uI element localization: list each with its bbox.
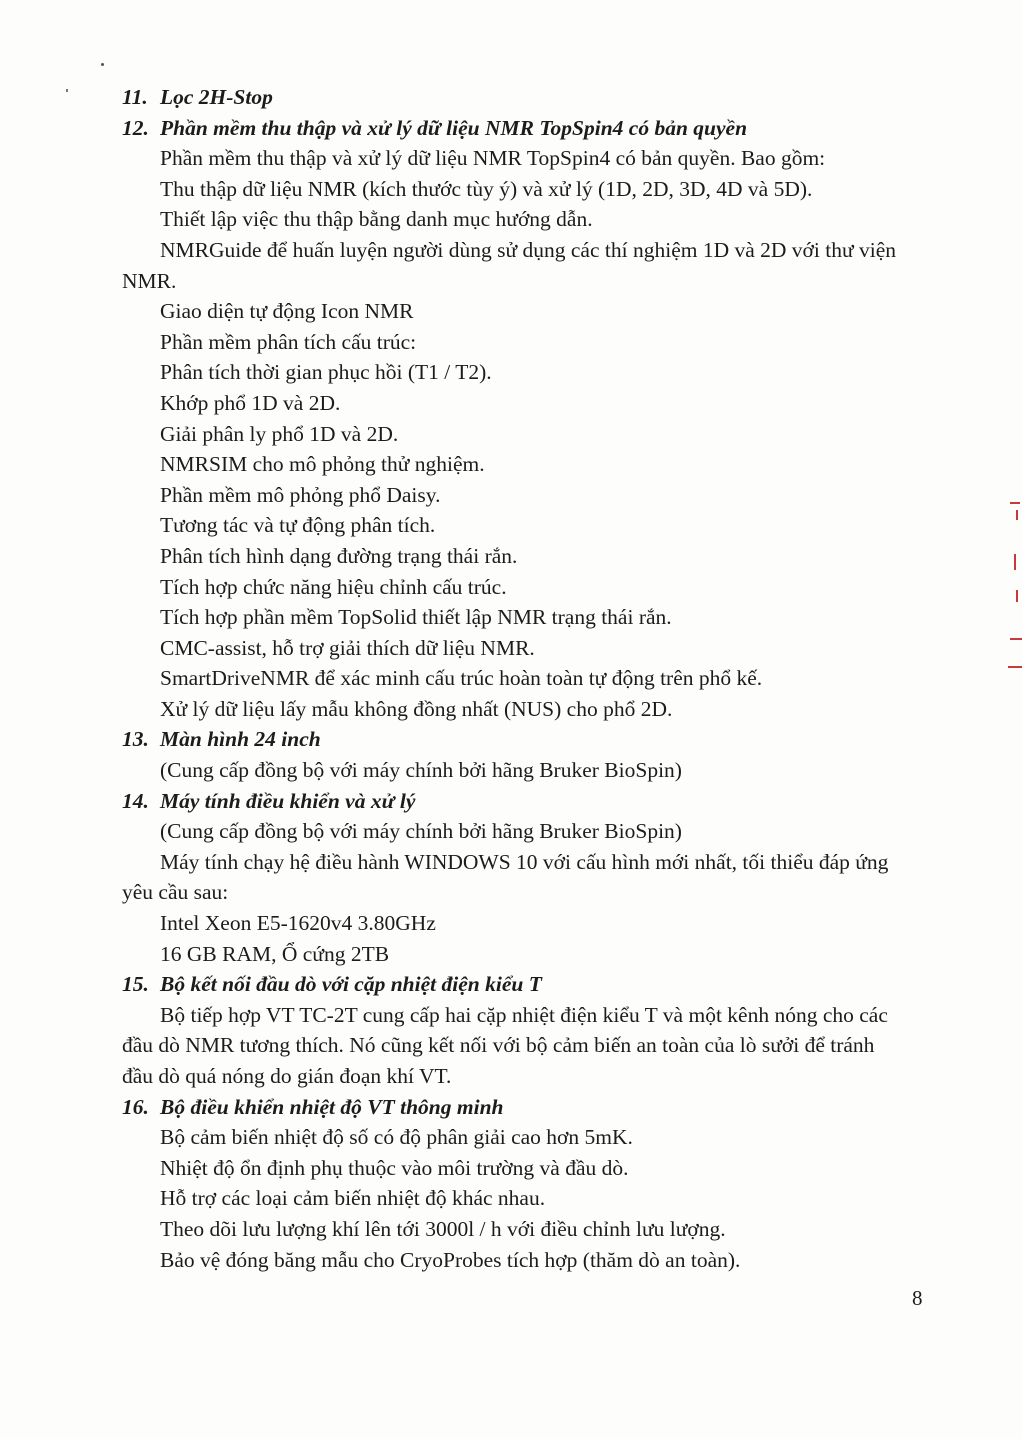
body-line: Tích hợp chức năng hiệu chỉnh cấu trúc. (160, 574, 507, 599)
document-body (122, 82, 932, 1275)
body-line: Bộ cảm biến nhiệt độ số có độ phân giải cao hơn 5mK. (160, 1125, 633, 1150)
scan-speck (66, 89, 68, 92)
body-line: Khớp phổ 1D và 2D. (160, 390, 341, 415)
section-heading: 15. Bộ kết nối đầu dò với cặp nhiệt điện kiểu T (122, 972, 542, 997)
body-line: Máy tính chạy hệ điều hành WINDOWS 10 với cấu hình mới nhất, tối thiểu đáp ứng (160, 849, 889, 874)
body-line: (Cung cấp đồng bộ với máy chính bởi hãng Bruker BioSpin) (160, 819, 682, 844)
body-line: CMC-assist, hỗ trợ giải thích dữ liệu NMR. (160, 635, 535, 660)
scan-speck (101, 63, 104, 66)
stamp-mark (1008, 666, 1022, 668)
body-line: Thiết lập việc thu thập bằng danh mục hướng dẫn. (160, 207, 593, 232)
section-heading: 13. Màn hình 24 inch (122, 727, 321, 752)
body-line: Phần mềm phân tích cấu trúc: (160, 329, 417, 354)
body-line: NMRGuide để huấn luyện người dùng sử dụng các thí nghiệm 1D và 2D với thư viện (160, 237, 897, 262)
body-line: Tương tác và tự động phân tích. (160, 513, 436, 538)
section-heading: 14. Máy tính điều khiển và xử lý (122, 788, 416, 813)
body-line: đầu dò NMR tương thích. Nó cũng kết nối với bộ cảm biến an toàn của lò sưởi để tránh (122, 1033, 875, 1058)
body-line: Phần mềm thu thập và xử lý dữ liệu NMR TopSpin4 có bản quyền. Bao gồm: (160, 146, 826, 171)
body-line: yêu cầu sau: (122, 880, 229, 905)
body-line: NMRSIM cho mô phỏng thử nghiệm. (160, 452, 485, 477)
body-line: Hỗ trợ các loại cảm biến nhiệt độ khác nhau. (160, 1186, 546, 1211)
body-line: Phân tích thời gian phục hồi (T1 / T2). (160, 360, 492, 385)
body-line: Tích hợp phần mềm TopSolid thiết lập NMR trạng thái rắn. (160, 605, 672, 630)
body-line: Bộ tiếp hợp VT TC-2T cung cấp hai cặp nhiệt điện kiểu T và một kênh nóng cho các (160, 1002, 888, 1027)
body-line: Xử lý dữ liệu lấy mẫu không đồng nhất (NUS) cho phổ 2D. (160, 696, 673, 721)
stamp-mark (1010, 502, 1020, 504)
margin-stamp-marks (1006, 490, 1022, 690)
body-line: Thu thập dữ liệu NMR (kích thước tùy ý) và xử lý (1D, 2D, 3D, 4D và 5D). (160, 176, 813, 201)
stamp-mark (1014, 554, 1016, 570)
body-line: (Cung cấp đồng bộ với máy chính bởi hãng Bruker BioSpin) (160, 758, 682, 783)
body-line: Giao diện tự động Icon NMR (160, 299, 414, 324)
body-line: Giải phân ly phổ 1D và 2D. (160, 421, 399, 446)
body-line: SmartDriveNMR để xác minh cấu trúc hoàn toàn tự động trên phổ kế. (160, 666, 763, 691)
body-line: Phần mềm mô phỏng phổ Daisy. (160, 482, 441, 507)
body-line: Theo dõi lưu lượng khí lên tới 3000l / h với điều chỉnh lưu lượng. (160, 1216, 726, 1241)
section-heading: 12. Phần mềm thu thập và xử lý dữ liệu NMR TopSpin4 có bản quyền (122, 115, 748, 140)
stamp-mark (1016, 510, 1018, 520)
stamp-mark (1010, 638, 1022, 640)
body-line: Bảo vệ đóng băng mẫu cho CryoProbes tích hợp (thăm dò an toàn). (160, 1247, 741, 1272)
body-line: Intel Xeon E5-1620v4 3.80GHz (160, 911, 436, 936)
body-line: NMR. (122, 268, 177, 293)
body-line: đầu dò quá nóng do gián đoạn khí VT. (122, 1064, 452, 1088)
stamp-mark (1016, 590, 1018, 602)
section-heading: 16. Bộ điều khiển nhiệt độ VT thông minh (122, 1094, 504, 1119)
body-line: 16 GB RAM, Ổ cứng 2TB (160, 941, 390, 966)
body-line: Nhiệt độ ổn định phụ thuộc vào môi trường và đầu dò. (160, 1155, 629, 1180)
section-heading: 11. Lọc 2H-Stop (122, 85, 273, 109)
page-number: 8 (912, 1286, 923, 1310)
body-line: Phân tích hình dạng đường trạng thái rắn. (160, 543, 518, 568)
